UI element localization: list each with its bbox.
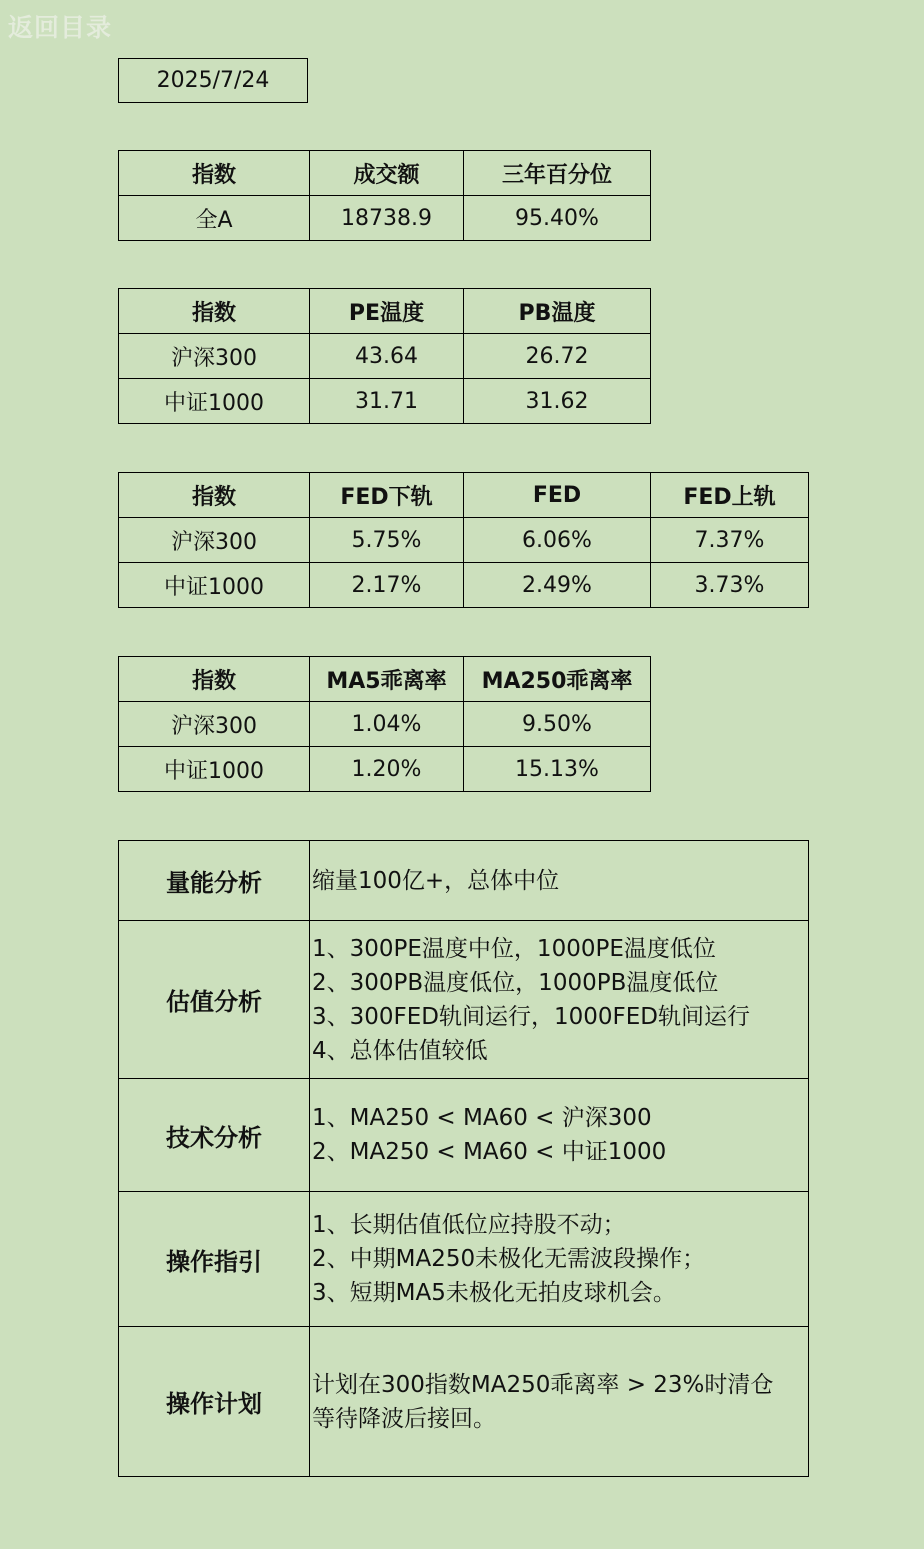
table-cell: 3.73% xyxy=(651,563,809,608)
analysis-content xyxy=(310,921,809,1079)
analysis-row-guidance xyxy=(119,1192,809,1327)
analysis-label: 操作计划 xyxy=(119,1327,310,1477)
table-row xyxy=(119,379,651,424)
table-cell: 5.75% xyxy=(310,518,464,563)
header-cell: 三年百分位 xyxy=(464,151,651,196)
table-row xyxy=(119,702,651,747)
analysis-label: 技术分析 xyxy=(119,1079,310,1192)
table-cell: 31.71 xyxy=(310,379,464,424)
table-row xyxy=(119,518,809,563)
table-cell: 26.72 xyxy=(464,334,651,379)
table-row xyxy=(119,563,809,608)
analysis-row-plan xyxy=(119,1327,809,1477)
table-cell: 中证1000 xyxy=(119,563,310,608)
header-cell: FED上轨 xyxy=(651,473,809,518)
analysis-line: 3、短期MA5未极化无拍皮球机会。 xyxy=(312,1280,676,1306)
table-header-row xyxy=(119,473,809,518)
analysis-line: 2、300PB温度低位，1000PB温度低位 xyxy=(312,969,719,996)
analysis-line: 3、300FED轨间运行，1000FED轨间运行 xyxy=(312,1003,751,1030)
header-cell: 成交额 xyxy=(310,151,464,196)
table-cell: 18738.9 xyxy=(310,196,464,241)
analysis-line: 2、中期MA250未极化无需波段操作； xyxy=(312,1246,706,1272)
table-cell: 2.49% xyxy=(464,563,651,608)
analysis-table xyxy=(118,840,809,1477)
table-row xyxy=(119,747,651,792)
analysis-line: 1、300PE温度中位，1000PE温度低位 xyxy=(312,935,716,962)
header-cell: MA250乖离率 xyxy=(464,657,651,702)
analysis-content xyxy=(310,1192,809,1327)
table-cell: 6.06% xyxy=(464,518,651,563)
table-row xyxy=(119,334,651,379)
analysis-line: 计划在300指数MA250乖离率 > 23%时清仓 xyxy=(312,1371,774,1398)
table-cell: 2.17% xyxy=(310,563,464,608)
table-header-row xyxy=(119,289,651,334)
analysis-line: 1、长期估值低位应持股不动； xyxy=(312,1212,626,1238)
table-cell: 1.04% xyxy=(310,702,464,747)
table-cell: 31.62 xyxy=(464,379,651,424)
table-row xyxy=(119,196,651,241)
fed-table xyxy=(118,472,809,608)
table-cell: 中证1000 xyxy=(119,379,310,424)
analysis-row-volume xyxy=(119,841,809,921)
ma-deviation-table xyxy=(118,656,651,792)
header-cell: 指数 xyxy=(119,657,310,702)
volume-table xyxy=(118,150,651,241)
table-cell: 95.40% xyxy=(464,196,651,241)
analysis-row-valuation xyxy=(119,921,809,1079)
table-cell: 沪深300 xyxy=(119,334,310,379)
analysis-content xyxy=(310,841,809,921)
header-cell: 指数 xyxy=(119,473,310,518)
header-cell: PB温度 xyxy=(464,289,651,334)
back-to-contents-link[interactable]: 返回目录 xyxy=(8,13,113,42)
header-cell: MA5乖离率 xyxy=(310,657,464,702)
analysis-row-technical xyxy=(119,1079,809,1192)
analysis-label: 操作指引 xyxy=(119,1192,310,1327)
analysis-line: 缩量100亿+，总体中位 xyxy=(312,867,560,894)
analysis-label: 量能分析 xyxy=(119,841,310,921)
analysis-line: 4、总体估值较低 xyxy=(312,1037,488,1064)
header-cell: 指数 xyxy=(119,289,310,334)
header-cell: FED xyxy=(464,473,651,518)
analysis-line: 2、MA250 < MA60 < 中证1000 xyxy=(312,1139,667,1165)
header-cell: FED下轨 xyxy=(310,473,464,518)
header-cell: 指数 xyxy=(119,151,310,196)
table-header-row xyxy=(119,151,651,196)
analysis-line: 1、MA250 < MA60 < 沪深300 xyxy=(312,1105,652,1131)
analysis-line: 等待降波后接回。 xyxy=(312,1405,496,1432)
table-cell: 沪深300 xyxy=(119,518,310,563)
header-cell: PE温度 xyxy=(310,289,464,334)
table-cell: 15.13% xyxy=(464,747,651,792)
report-date: 2025/7/24 xyxy=(118,58,308,103)
table-cell: 43.64 xyxy=(310,334,464,379)
table-cell: 7.37% xyxy=(651,518,809,563)
analysis-content xyxy=(310,1079,809,1192)
table-cell: 9.50% xyxy=(464,702,651,747)
table-header-row xyxy=(119,657,651,702)
analysis-content xyxy=(310,1327,809,1477)
table-cell: 沪深300 xyxy=(119,702,310,747)
table-cell: 1.20% xyxy=(310,747,464,792)
table-cell: 中证1000 xyxy=(119,747,310,792)
analysis-label: 估值分析 xyxy=(119,921,310,1079)
valuation-temperature-table xyxy=(118,288,651,424)
table-cell: 全A xyxy=(119,196,310,241)
